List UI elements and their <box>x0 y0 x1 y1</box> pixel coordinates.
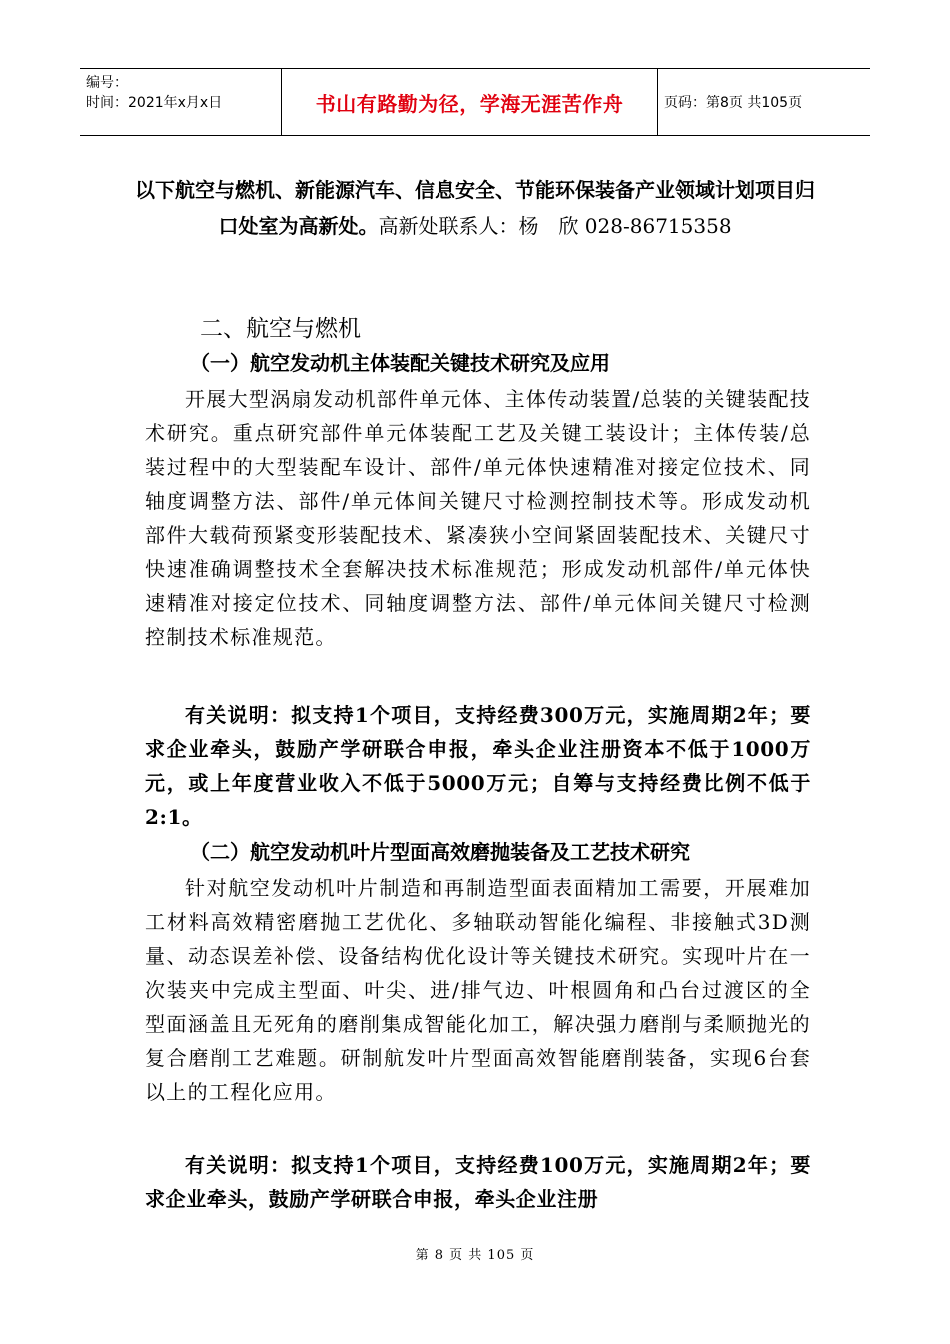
section-title: 二、航空与燃机 <box>200 316 361 342</box>
number-label: 编号： <box>86 75 128 91</box>
item-2-body: 针对航空发动机叶片制造和再制造型面表面精加工需要，开展难加工材料高效精密磨抛工艺优化、多轴联动智能化编程、非接触式3D测量、动态误差补偿、设备结构优化设计等关键技术研究。实现叶片在一次装夹中完成主型面、叶尖、进/排气边、叶根圆角和凸台过渡区的全型面涵盖且无死角的磨削集成智能化加工，解决强力磨削与柔顺抛光的复合磨削工艺难题。研制航发叶片型面高效智能磨削装备，实现6台套以上的工程化应用。 <box>145 876 811 1104</box>
page-footer: 第 8 页 共 105 页 <box>415 1248 535 1263</box>
item-1-body: 开展大型涡扇发动机部件单元体、主体传动装置/总装的关键装配技术研究。重点研究部件单元体装配工艺及关键工装设计；主体传装/总装过程中的大型装配车设计、部件/单元体快速精准对接定位技术、同轴度调整方法、部件/单元体间关键尺寸检测控制技术等。形成发动机部件大载荷预紧变形装配技术、紧凑狭小空间紧固装配技术、关键尺寸快速准确调整技术全套解决技术标准规范；形成发动机部件/单元体快速精准对接定位技术、同轴度调整方法、部件/单元体间关键尺寸检测控制技术标准规范。 <box>145 387 811 649</box>
motto-text: 书山有路勤为径，学海无涯苦作舟 <box>315 91 624 116</box>
item-1-note: 有关说明：拟支持1个项目，支持经费300万元，实施周期2年；要求企业牵头，鼓励产学研联合申报，牵头企业注册资本不低于1000万元，或上年度营业收入不低于5000万元；自筹与支持经费比例不低于2:1。 <box>145 703 811 829</box>
header-meta-cell <box>80 69 282 135</box>
item-2-note: 有关说明：拟支持1个项目，支持经费100万元，实施周期2年；要求企业牵头，鼓励产学研联合申报，牵头企业注册 <box>145 1153 811 1211</box>
intro-bold-text: 以下航空与燃机、新能源汽车、信息安全、节能环保装备产业领域计划项目归口处室为高新处。 <box>135 178 815 238</box>
document-header <box>80 68 870 136</box>
time-label: 时间：2021年x月x日 <box>86 95 223 111</box>
motto-cell <box>282 69 658 135</box>
item-2-title: （二）航空发动机叶片型面高效磨抛装备及工艺技术研究 <box>190 840 690 864</box>
intro-contact-text: 高新处联系人：杨 欣 028-86715358 <box>378 214 732 238</box>
intro-paragraph <box>130 172 820 244</box>
item-1-title: （一）航空发动机主体装配关键技术研究及应用 <box>190 351 610 375</box>
page-code-text: 页码：第8页 共105页 <box>664 95 803 111</box>
page-code-cell <box>658 69 870 135</box>
